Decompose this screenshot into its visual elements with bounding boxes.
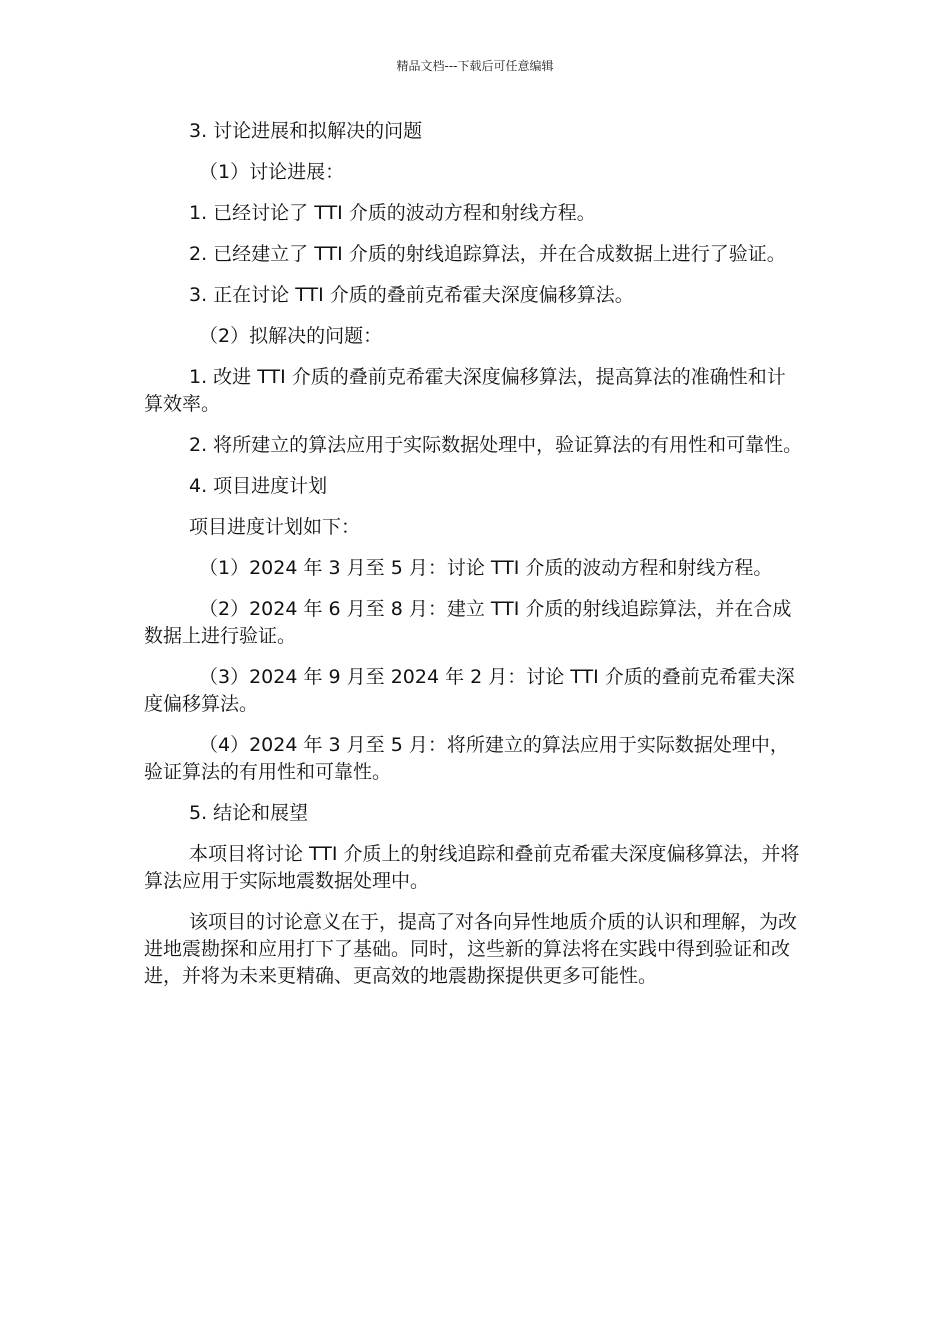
problem-item-1: 1. 改进 TTI 介质的叠前克希霍夫深度偏移算法，提高算法的准确性和计算效率。 bbox=[144, 366, 786, 415]
section-heading-5: 5. 结论和展望 bbox=[189, 802, 309, 824]
schedule-item-2: （2）2024 年 6 月至 8 月：建立 TTI 介质的射线追踪算法，并在合成数据上进行验证。 bbox=[144, 598, 792, 647]
conclusion-paragraph-2: 该项目的讨论意义在于，提高了对各向异性地质介质的认识和理解，为改进地震勘探和应用打下了基础。同时，这些新的算法将在实践中得到验证和改进，并将为未来更精确、更高效的地震勘探提供更多可能性。 bbox=[144, 911, 798, 987]
progress-item-3: 3. 正在讨论 TTI 介质的叠前克希霍夫深度偏移算法。 bbox=[189, 284, 634, 306]
subheading-progress: （1）讨论进展： bbox=[199, 161, 345, 183]
subheading-problems: （2）拟解决的问题： bbox=[199, 325, 383, 347]
section-heading-4: 4. 项目进度计划 bbox=[189, 475, 328, 497]
schedule-item-4: （4）2024 年 3 月至 5 月：将所建立的算法应用于实际数据处理中，验证算法的有用性和可靠性。 bbox=[144, 734, 789, 783]
schedule-item-3: （3）2024 年 9 月至 2024 年 2 月：讨论 TTI 介质的叠前克希霍夫深度偏移算法。 bbox=[144, 666, 795, 715]
progress-item-2: 2. 已经建立了 TTI 介质的射线追踪算法，并在合成数据上进行了验证。 bbox=[189, 243, 786, 265]
progress-item-1: 1. 已经讨论了 TTI 介质的波动方程和射线方程。 bbox=[189, 202, 596, 224]
problem-item-2: 2. 将所建立的算法应用于实际数据处理中，验证算法的有用性和可靠性。 bbox=[189, 434, 803, 456]
document-body bbox=[144, 118, 804, 1004]
schedule-intro: 项目进度计划如下： bbox=[189, 516, 361, 538]
section-heading-3: 3. 讨论进展和拟解决的问题 bbox=[189, 120, 423, 142]
conclusion-paragraph-1: 本项目将讨论 TTI 介质上的射线追踪和叠前克希霍夫深度偏移算法，并将算法应用于实际地震数据处理中。 bbox=[144, 843, 800, 892]
page-header: 精品文档---下载后可任意编辑 bbox=[396, 59, 554, 73]
schedule-item-1: （1）2024 年 3 月至 5 月：讨论 TTI 介质的波动方程和射线方程。 bbox=[199, 557, 773, 579]
